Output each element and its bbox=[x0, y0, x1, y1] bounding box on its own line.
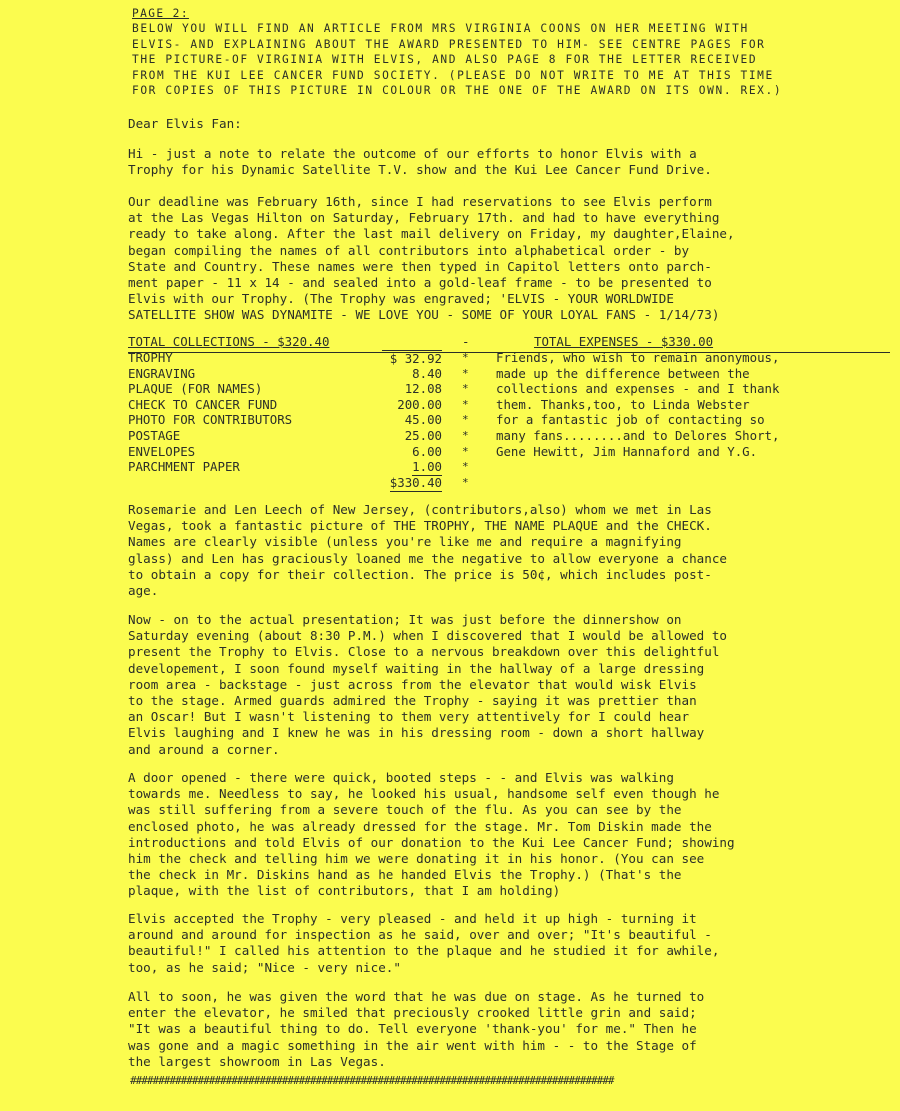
ledger-star: * bbox=[462, 366, 469, 380]
ledger-item: POSTAGE bbox=[128, 427, 181, 443]
ledger-amount: 8.40 bbox=[412, 365, 442, 381]
paragraph-deadline: Our deadline was February 16th, since I had reservations to see Elvis perform at the Las Vegas Hilton on Saturday, February 17th. and had to have everything ready to take along. After the last mail delivery on Friday, my daughter,Elaine, began compiling the names of all contributors into alphabetical order - by State and Country. These names were then typed in Capitol letters onto parch- ment paper - 11 x 14 - and sealed into a gold-leaf frame - to be presented to Elvis with our Trophy. (The Trophy was engraved; 'ELVIS - YOUR WORLDWIDE SATELLITE SHOW WAS DYNAMITE - WE LOVE YOU - SOME OF YOUR LOYAL FANS - 1/14/73) bbox=[128, 194, 735, 323]
ledger-note: many fans........and to Delores Short, bbox=[496, 427, 780, 443]
ledger-row bbox=[128, 350, 888, 366]
ledger-total-row bbox=[128, 475, 888, 491]
ledger-note: made up the difference between the bbox=[496, 365, 750, 381]
ledger-item: ENGRAVING bbox=[128, 365, 196, 381]
ledger-note: for a fantastic job of contacting so bbox=[496, 412, 765, 428]
page-label: PAGE 2: bbox=[132, 7, 189, 20]
ledger-star: * bbox=[462, 382, 469, 396]
ledger-row bbox=[128, 412, 888, 428]
ledger-row bbox=[128, 459, 888, 475]
ledger-star: * bbox=[462, 428, 469, 442]
paragraph-photo: Rosemarie and Len Leech of New Jersey, (contributors,also) whom we met in Las Vegas, took a fantastic picture of THE TROPHY, THE NAME PLAQUE and the CHECK. Names are clearly visible (unless you're like me and require a magnifying glass) and Len has graciously loaned me the negative to allow everyone a chance to obtain a copy for their collection. The price is 50¢, which includes post- age. bbox=[128, 502, 727, 599]
ledger-amount: 25.00 bbox=[404, 427, 442, 443]
paragraph-meeting: A door opened - there were quick, booted steps - - and Elvis was walking towards me. Needless to say, he looked his usual, handsome self even though he was still suffering from a severe touch of the flu. As you can see by the enclosed photo, he was already dressed for the stage. Mr. Tom Diskin made the introductions and told Elvis of our donation to the Kui Lee Cancer Fund; showing him the check and telling him we were donating it in his honor. (You can see the check in Mr. Diskins hand as he handed Elvis the Trophy.) (That's the plaque, with the list of contributors, that I am holding) bbox=[128, 770, 735, 899]
ledger-row bbox=[128, 444, 888, 460]
ledger-row bbox=[128, 428, 888, 444]
paragraph-farewell: All to soon, he was given the word that he was due on stage. As he turned to enter the elevator, he smiled that preciously crooked little grin and said; "It was a beautiful thing to do. Tell everyone 'thank-you' for me." Then he was gone and a magic something in the air went with him - - to the Stage of the largest showroom in Las Vegas. bbox=[128, 989, 705, 1069]
ledger-item: PLAQUE (FOR NAMES) bbox=[128, 381, 263, 397]
ledger-amount: $ 32.92 bbox=[382, 350, 442, 367]
ledger-amount: 12.08 bbox=[404, 381, 442, 397]
ledger-item: CHECK TO CANCER FUND bbox=[128, 396, 278, 412]
ledger-star: * bbox=[462, 475, 469, 489]
ledger-star: * bbox=[462, 351, 469, 364]
paragraph-presentation: Now - on to the actual presentation; It was just before the dinnershow on Saturday evening (about 8:30 P.M.) when I discovered that I would be allowed to present the Trophy to Elvis. Close to a nervous breakdown over this delightful developement, I soon found myself waiting in the hallway of a large dressing room area - backstage - just across from the elevator that would wisk Elvis to the stage. Armed guards admired the Trophy - saying it was prettier than an Oscar! But I wasn't listening to them very attentively for I could hear Elvis laughing and I knew he was in his dressing room - down a short hallway and around a corner. bbox=[128, 612, 727, 757]
ledger-note: collections and expenses - and I thank bbox=[496, 381, 780, 397]
ledger-star: * bbox=[462, 444, 469, 458]
paragraph-acceptance: Elvis accepted the Trophy - very pleased - and held it up high - turning it around and around for inspection as he said, over and over; "It's beautiful - beautiful!" I called his attention to the plaque and he studied it for awhile, too, as he said; "Nice - very nice." bbox=[128, 911, 720, 975]
ledger-row bbox=[128, 366, 888, 382]
ledger-row bbox=[128, 397, 888, 413]
ledger-amount: 6.00 bbox=[412, 443, 442, 459]
expense-ledger bbox=[128, 350, 888, 490]
editor-note bbox=[132, 6, 872, 98]
ledger-amount: 200.00 bbox=[397, 396, 442, 412]
total-collections: TOTAL COLLECTIONS - $320.40 bbox=[128, 334, 330, 349]
ledger-star: * bbox=[462, 413, 469, 427]
footer-divider: ###################################################################################### bbox=[130, 1074, 614, 1087]
ledger-item: TROPHY bbox=[128, 350, 173, 365]
ledger-note: Friends, who wish to remain anonymous, bbox=[496, 350, 780, 365]
ledger-item: PARCHMENT PAPER bbox=[128, 459, 240, 475]
paragraph-intro: Hi - just a note to relate the outcome of our efforts to honor Elvis with a Trophy for his Dynamic Satellite T.V. show and the Kui Lee Cancer Fund Drive. bbox=[128, 146, 712, 178]
ledger-note: Gene Hewitt, Jim Hannaford and Y.G. bbox=[496, 443, 758, 459]
ledger-amount: 1.00 bbox=[412, 459, 442, 475]
editor-note-line: ELVIS- AND EXPLAINING ABOUT THE AWARD PRESENTED TO HIM- SEE CENTRE PAGES FOR bbox=[132, 37, 766, 51]
salutation: Dear Elvis Fan: bbox=[128, 116, 242, 131]
editor-note-line: BELOW YOU WILL FIND AN ARTICLE FROM MRS VIRGINIA COONS ON HER MEETING WITH bbox=[132, 22, 749, 36]
ledger-star: * bbox=[462, 460, 469, 474]
ledger-amount: 45.00 bbox=[404, 412, 442, 428]
ledger-item: PHOTO FOR CONTRIBUTORS bbox=[128, 412, 293, 428]
ledger-row bbox=[128, 381, 888, 397]
ledger-total: $330.40 bbox=[389, 474, 442, 490]
ledger-star: * bbox=[462, 397, 469, 411]
editor-note-line: FROM THE KUI LEE CANCER FUND SOCIETY. (PLEASE DO NOT WRITE TO ME AT THIS TIME bbox=[132, 68, 774, 82]
ledger-separator: - bbox=[462, 334, 470, 349]
ledger-item: ENVELOPES bbox=[128, 443, 196, 459]
total-expenses: TOTAL EXPENSES - $330.00 bbox=[534, 334, 714, 349]
editor-note-line: THE PICTURE-OF VIRGINIA WITH ELVIS, AND ALSO PAGE 8 FOR THE LETTER RECEIVED bbox=[132, 53, 758, 67]
editor-note-line: FOR COPIES OF THIS PICTURE IN COLOUR OR THE ONE OF THE AWARD ON ITS OWN. REX.) bbox=[132, 84, 783, 98]
ledger-note: them. Thanks,too, to Linda Webster bbox=[496, 396, 750, 412]
